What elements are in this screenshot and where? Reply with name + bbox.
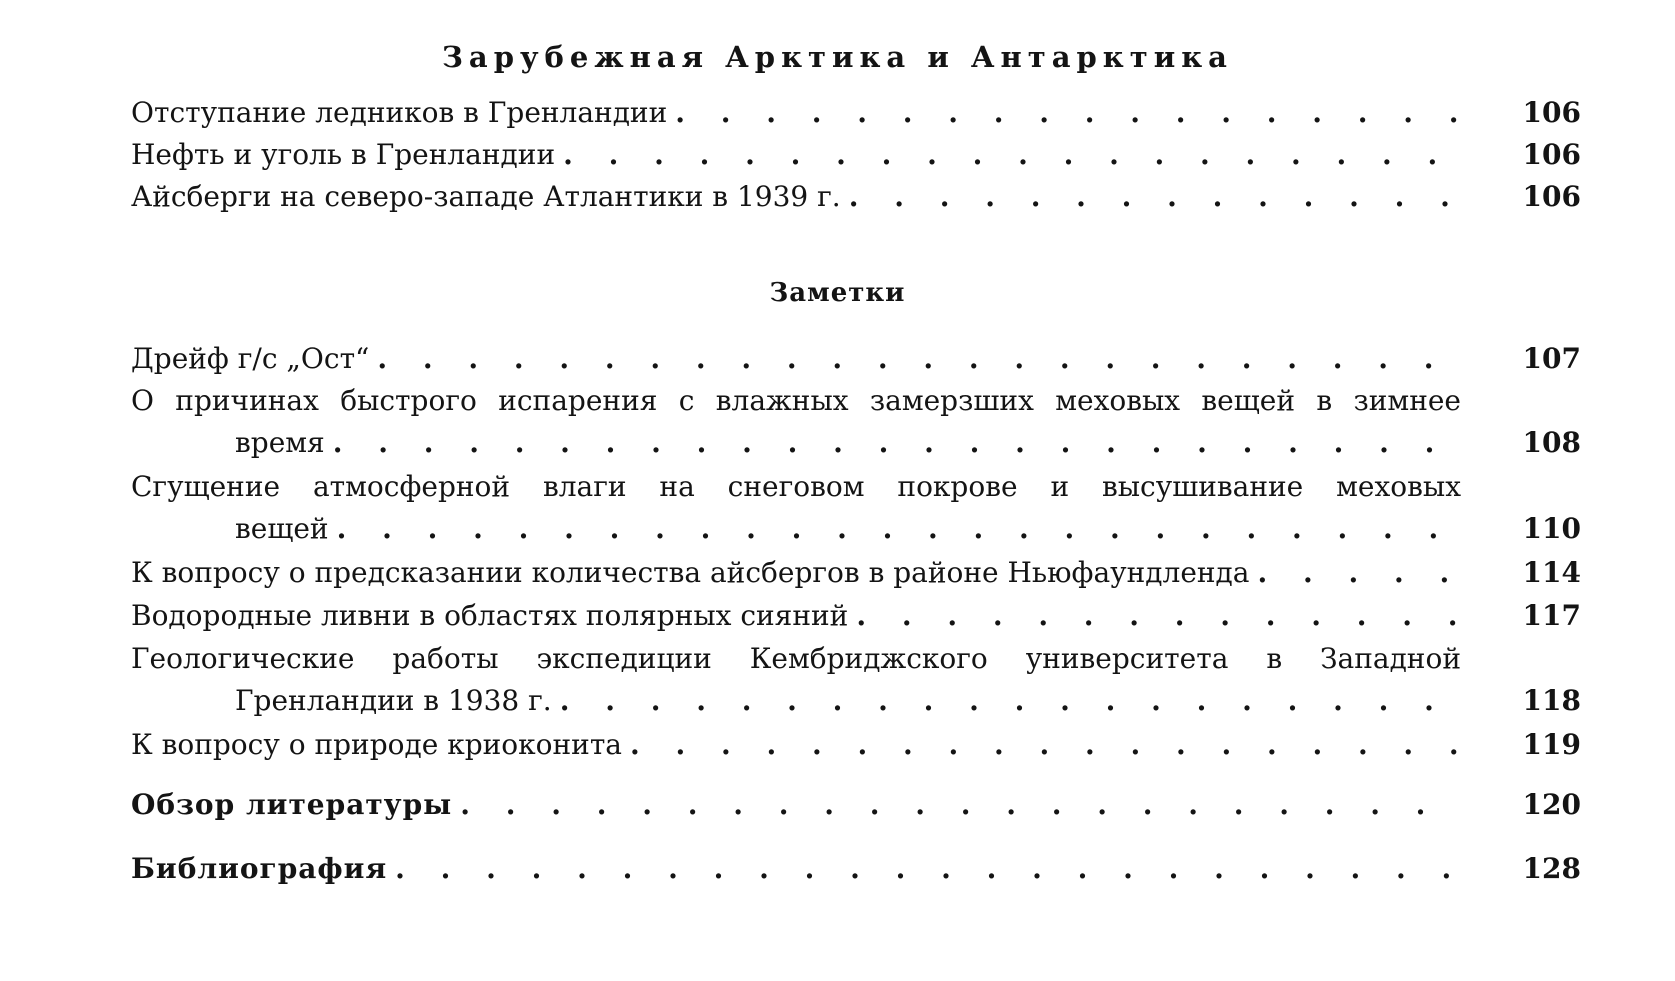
entry-title: Дрейф г/с „Ост“ bbox=[131, 342, 370, 375]
toc-entry bbox=[131, 338, 1581, 380]
toc-entry bbox=[131, 724, 1581, 766]
leader-dots bbox=[630, 724, 1461, 766]
toc-entry bbox=[131, 380, 1581, 464]
entry-title: Водородные ливни в областях полярных сияний bbox=[131, 599, 849, 632]
entry-title-line1: Сгущение атмосферной влаги на снеговом покрове и высушивание меховых bbox=[131, 470, 1461, 503]
toc-entry bbox=[131, 595, 1581, 637]
entry-title-line1: О причинах быстрого испарения с влажных замерзших меховых вещей в зимнее bbox=[131, 384, 1461, 417]
toc-entry bbox=[131, 552, 1581, 594]
entry-title: К вопросу о природе криоконита bbox=[131, 728, 622, 761]
entry-title: Отступание ледников в Гренландии bbox=[131, 96, 668, 129]
entry-title: Айсберги на северо-западе Атлантики в 1939 г. bbox=[131, 180, 841, 213]
entry-title-line2: Гренландии в 1938 г. bbox=[235, 684, 552, 717]
entry-page-number: 106 bbox=[1522, 138, 1581, 171]
leader-dots bbox=[560, 680, 1461, 722]
entry-page-number: 107 bbox=[1522, 342, 1581, 375]
leader-dots bbox=[1257, 552, 1461, 594]
leader-dots bbox=[563, 134, 1461, 176]
leader-dots bbox=[675, 92, 1461, 134]
entry-title: Нефть и уголь в Гренландии bbox=[131, 138, 556, 171]
toc-entry bbox=[131, 92, 1581, 134]
leader-dots bbox=[849, 176, 1461, 218]
entry-title: Библиография bbox=[131, 852, 388, 885]
leader-dots bbox=[856, 595, 1461, 637]
toc-entry bbox=[131, 134, 1581, 176]
entry-title: Обзор литературы bbox=[131, 788, 453, 821]
entry-page-number: 119 bbox=[1522, 728, 1581, 761]
entry-page-number: 114 bbox=[1522, 556, 1581, 589]
leader-dots bbox=[377, 338, 1461, 380]
toc-entry bbox=[131, 848, 1581, 890]
toc-entry bbox=[131, 784, 1581, 826]
entry-title-line2: время bbox=[235, 426, 325, 459]
entry-page-number: 118 bbox=[1522, 684, 1581, 717]
toc-entry bbox=[131, 638, 1581, 722]
entry-page-number: 106 bbox=[1522, 180, 1581, 213]
leader-dots bbox=[333, 422, 1461, 464]
leader-dots bbox=[337, 508, 1461, 550]
entry-title-line2: вещей bbox=[235, 512, 329, 545]
section-title-notes: Заметки bbox=[769, 278, 906, 308]
section-title-foreign-arctic: Зарубежная Арктика и Антарктика bbox=[442, 40, 1233, 74]
entry-page-number: 128 bbox=[1522, 852, 1581, 885]
toc-entry bbox=[131, 176, 1581, 218]
leader-dots bbox=[395, 848, 1461, 890]
leader-dots bbox=[460, 784, 1461, 826]
entry-page-number: 108 bbox=[1522, 426, 1581, 459]
entry-page-number: 106 bbox=[1522, 96, 1581, 129]
toc-entry bbox=[131, 466, 1581, 550]
entry-page-number: 117 bbox=[1522, 599, 1581, 632]
entry-title-line1: Геологические работы экспедиции Кембриджского университета в Западной bbox=[131, 642, 1461, 675]
entry-page-number: 110 bbox=[1522, 512, 1581, 545]
entry-title: К вопросу о предсказании количества айсбергов в районе Ньюфаундленда bbox=[131, 556, 1250, 589]
entry-page-number: 120 bbox=[1522, 788, 1581, 821]
